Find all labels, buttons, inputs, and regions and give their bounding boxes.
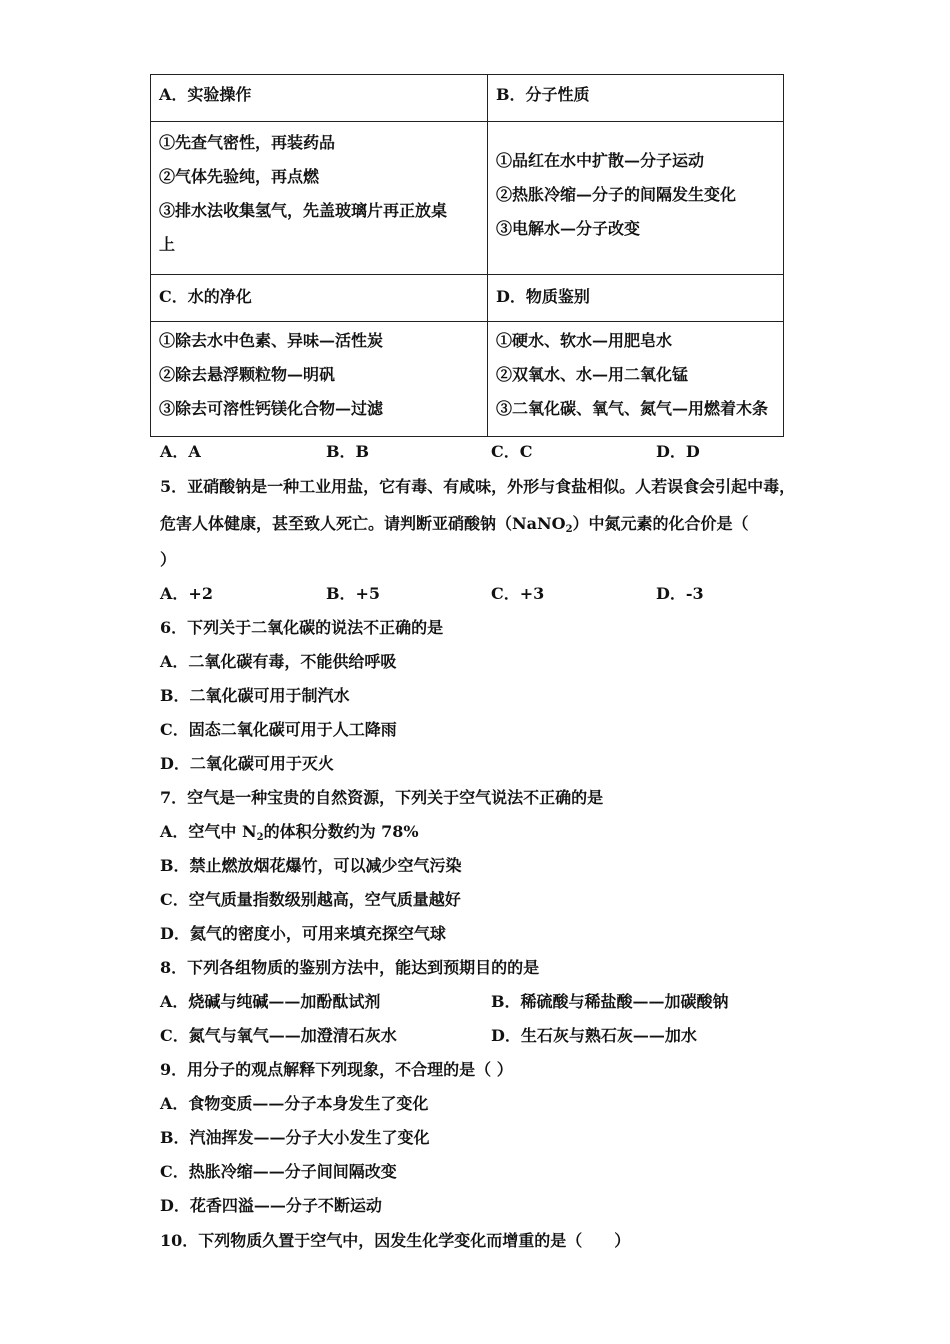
q6-option-c: C．固态二氧化碳可用于人工降雨 (160, 720, 397, 739)
table-row (151, 275, 784, 322)
table-cell-b-items (488, 122, 784, 275)
q7-option-d: D．氦气的密度小，可用来填充探空气球 (160, 924, 446, 943)
q7-option-b: B．禁止燃放烟花爆竹，可以减少空气污染 (160, 856, 462, 875)
q5-line2-part2: ）中氮元素的化合价是（ (572, 514, 749, 533)
list-item: ①除去水中色素、异味—活性炭 (159, 331, 384, 350)
q5-option-b: B．+5 (326, 584, 381, 603)
list-item: ②双氧水、水—用二氧化锰 (496, 365, 689, 384)
table-cell-b-title: B．分子性质 (488, 75, 784, 122)
q9-option-a: A．食物变质——分子本身发生了变化 (160, 1094, 429, 1113)
q6-option-a: A．二氧化碳有毒，不能供给呼吸 (160, 652, 397, 671)
list-item: 上 (159, 235, 176, 254)
list-item: ③二氧化碳、氧气、氮气—用燃着木条 (496, 399, 769, 418)
q5-option-a: A．+2 (160, 584, 213, 603)
list-item: ③除去可溶性钙镁化合物—过滤 (159, 399, 384, 418)
q4-option-c: C．C (491, 442, 533, 461)
q7-option-a-part2: 的体积分数约为 78% (263, 822, 419, 841)
q5-option-c: C．+3 (491, 584, 545, 603)
q7-stem: 7．空气是一种宝贵的自然资源，下列关于空气说法不正确的是 (160, 788, 604, 807)
q7-option-c: C．空气质量指数级别越高，空气质量越好 (160, 890, 461, 909)
table-row (151, 122, 784, 275)
table-cell-c-title: C．水的净化 (151, 275, 488, 322)
q4-option-a: A．A (160, 442, 201, 461)
q9-option-d: D．花香四溢——分子不断运动 (160, 1196, 382, 1215)
q9-stem: 9．用分子的观点解释下列现象，不合理的是（ ） (160, 1060, 513, 1079)
table-cell-a-items (151, 122, 488, 275)
list-item: ③排水法收集氢气，先盖玻璃片再正放桌 (159, 201, 448, 220)
table-cell-a-title: A．实验操作 (151, 75, 488, 122)
list-item: ①先查气密性，再装药品 (159, 133, 336, 152)
q9-option-c: C．热胀冷缩——分子间间隔改变 (160, 1162, 397, 1181)
q4-option-b: B．B (326, 442, 370, 461)
q6-stem: 6．下列关于二氧化碳的说法不正确的是 (160, 618, 444, 637)
q7-subscript: 2 (256, 832, 264, 843)
table-row (151, 322, 784, 437)
q7-option-a-part1: A．空气中 N (160, 822, 257, 841)
q9-option-b: B．汽油挥发——分子大小发生了变化 (160, 1128, 430, 1147)
table-cell-c-items (151, 322, 488, 437)
q5-stem-line2 (160, 514, 749, 534)
q5-option-d: D．-3 (656, 584, 704, 603)
q8-option-a: A．烧碱与纯碱——加酚酞试剂 (160, 992, 381, 1011)
list-item: ①品红在水中扩散—分子运动 (496, 151, 705, 170)
list-item: ③电解水—分子改变 (496, 219, 641, 238)
list-item: ②气体先验纯，再点燃 (159, 167, 320, 186)
table-row (151, 75, 784, 122)
list-item: ②除去悬浮颗粒物—明矾 (159, 365, 336, 384)
q5-line2-part1: 危害人体健康，甚至致人死亡。请判断亚硝酸钠（NaNO (160, 514, 566, 533)
q6-option-b: B．二氧化碳可用于制汽水 (160, 686, 350, 705)
q7-option-a (160, 822, 419, 842)
q4-option-d: D．D (656, 442, 700, 461)
q6-option-d: D．二氧化碳可用于灭火 (160, 754, 334, 773)
q8-option-d: D．生石灰与熟石灰——加水 (491, 1026, 697, 1045)
q5-stem-line3: ） (160, 550, 177, 569)
q8-option-c: C．氮气与氧气——加澄清石灰水 (160, 1026, 397, 1045)
q8-option-b: B．稀硫酸与稀盐酸——加碳酸钠 (491, 992, 729, 1011)
q8-stem: 8．下列各组物质的鉴别方法中，能达到预期目的的是 (160, 958, 540, 977)
list-item: ①硬水、软水—用肥皂水 (496, 331, 673, 350)
q5-subscript: 2 (565, 524, 573, 535)
table-cell-d-items (488, 322, 784, 437)
q5-stem-line1: 5．亚硝酸钠是一种工业用盐，它有毒、有咸味，外形与食盐相似。人若误食会引起中毒， (160, 477, 796, 496)
table-cell-d-title: D．物质鉴别 (488, 275, 784, 322)
q10-stem: 10．下列物质久置于空气中，因发生化学变化而增重的是（ ） (160, 1231, 631, 1250)
knowledge-table (150, 74, 784, 437)
list-item: ②热胀冷缩—分子的间隔发生变化 (496, 185, 737, 204)
